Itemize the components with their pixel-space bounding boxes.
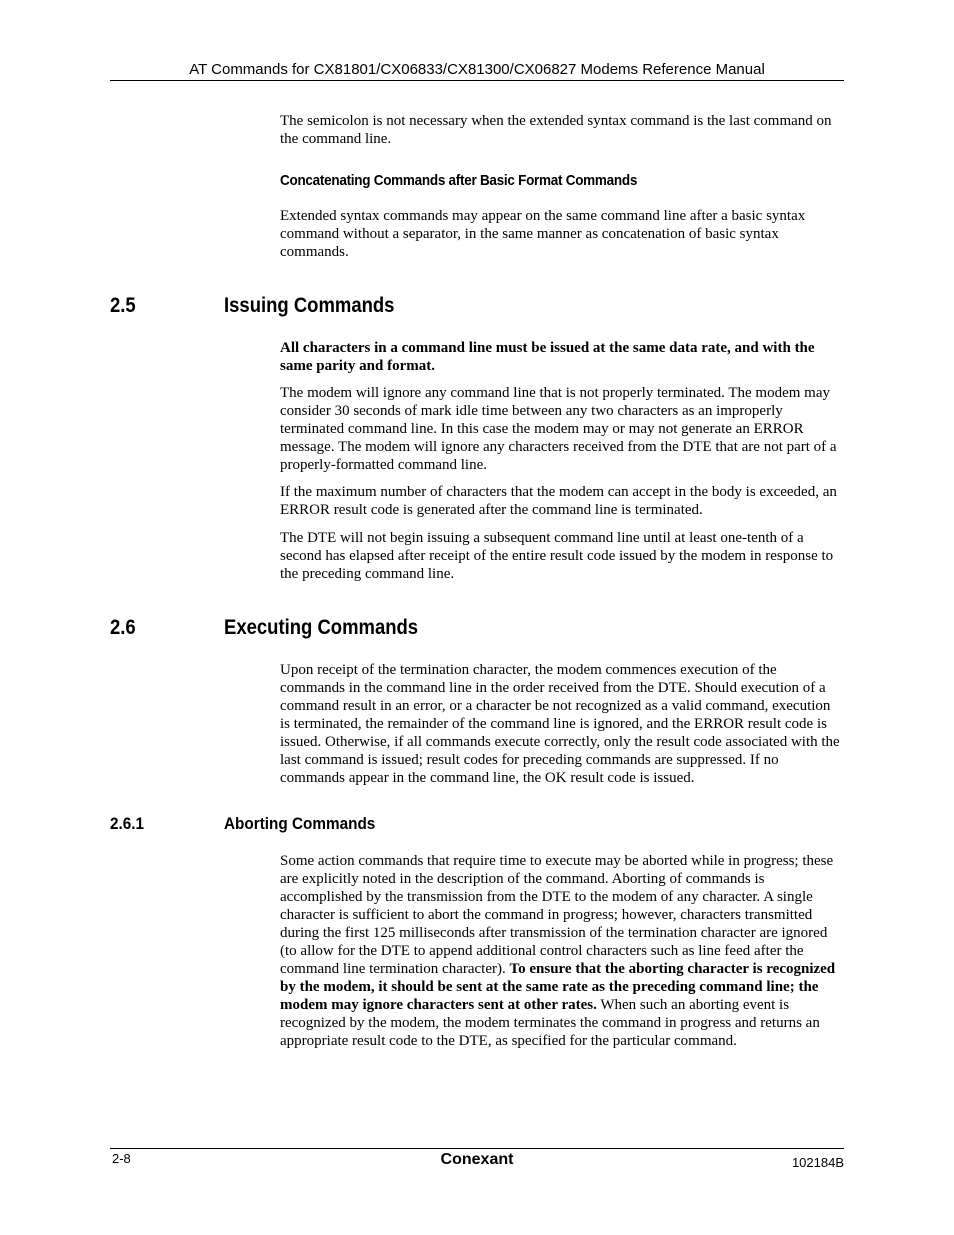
concatenating-subheading: Concatenating Commands after Basic Format Commands — [280, 172, 638, 189]
aborting-bold-text: To ensure that the aborting character is recognized by the modem, it should be sent at the same rate as the preceding command line; the modem may ignore characters sent at other rates. — [280, 961, 836, 1013]
section-2-6-number: 2.6 — [110, 616, 136, 639]
aborting-paragraph — [280, 852, 844, 1050]
footer-page-number: 2-8 — [112, 1151, 131, 1166]
header-rule — [110, 80, 844, 81]
section-2-5-title: Issuing Commands — [224, 294, 395, 317]
aborting-text-part-1: Some action commands that require time to execute may be aborted while in progress; these are explicitly noted in the description of the command. Aborting of commands is accomplished by the transmission from the DTE to the modem of any character. A single character is sufficient to abort the command in progress; however, characters transmitted during the first 125 milliseconds after transmission of the termination character are ignored (to allow for the DTE to append additional control characters such as line feed after the command line termination character). — [280, 853, 834, 977]
section-2-6-1-number: 2.6.1 — [110, 814, 145, 833]
section-2-6-1-title: Aborting Commands — [224, 814, 376, 833]
footer-company: Conexant — [440, 1151, 514, 1168]
extended-syntax-paragraph: Extended syntax commands may appear on the same command line after a basic syntax command without a separator, in the same manner as concatenation of basic syntax commands. — [280, 208, 806, 260]
issuing-paragraph-2: If the maximum number of characters that the modem can accept in the body is exceeded, an ERROR result code is generated after the command line is terminated. — [280, 484, 837, 518]
section-2-6-title: Executing Commands — [224, 616, 419, 639]
issuing-paragraph-1: The modem will ignore any command line that is not properly terminated. The modem may consider 30 seconds of mark idle time between any two characters as an improperly terminated command line. In this case the modem may or may not generate an ERROR message. The modem will ignore any characters received from the DTE that are not part of a properly-formatted command line. — [280, 385, 837, 473]
section-2-5-number: 2.5 — [110, 294, 136, 317]
aborting-text-part-2: When such an aborting event is recognized by the modem, the modem terminates the command in progress and returns an appropriate result code to the DTE, as specified for the particular command. — [280, 997, 820, 1049]
running-header: AT Commands for CX81801/CX06833/CX81300/CX06827 Modems Reference Manual — [189, 61, 765, 78]
issuing-paragraph-3: The DTE will not begin issuing a subsequent command line until at least one-tenth of a second has elapsed after receipt of the entire result code issued by the modem in response to the preceding command line. — [280, 530, 834, 582]
issuing-bold-paragraph: All characters in a command line must be issued at the same data rate, and with the same parity and format. — [280, 340, 815, 374]
semicolon-paragraph: The semicolon is not necessary when the extended syntax command is the last command on the command line. — [280, 113, 832, 147]
executing-paragraph: Upon receipt of the termination character, the modem commences execution of the commands in the command line in the order received from the DTE. Should execution of a command result in an error, or a character be not recognized as a valid command, execution is terminated, the remainder of the command line is ignored, and the ERROR result code is issued. Otherwise, if all commands execute correctly, only the result code associated with the last command is issued; result codes for preceding commands are suppressed. If no commands appear in the command line, the OK result code is issued. — [280, 662, 840, 786]
footer-rule — [110, 1148, 844, 1149]
footer-doc-number: 102184B — [791, 1155, 844, 1170]
